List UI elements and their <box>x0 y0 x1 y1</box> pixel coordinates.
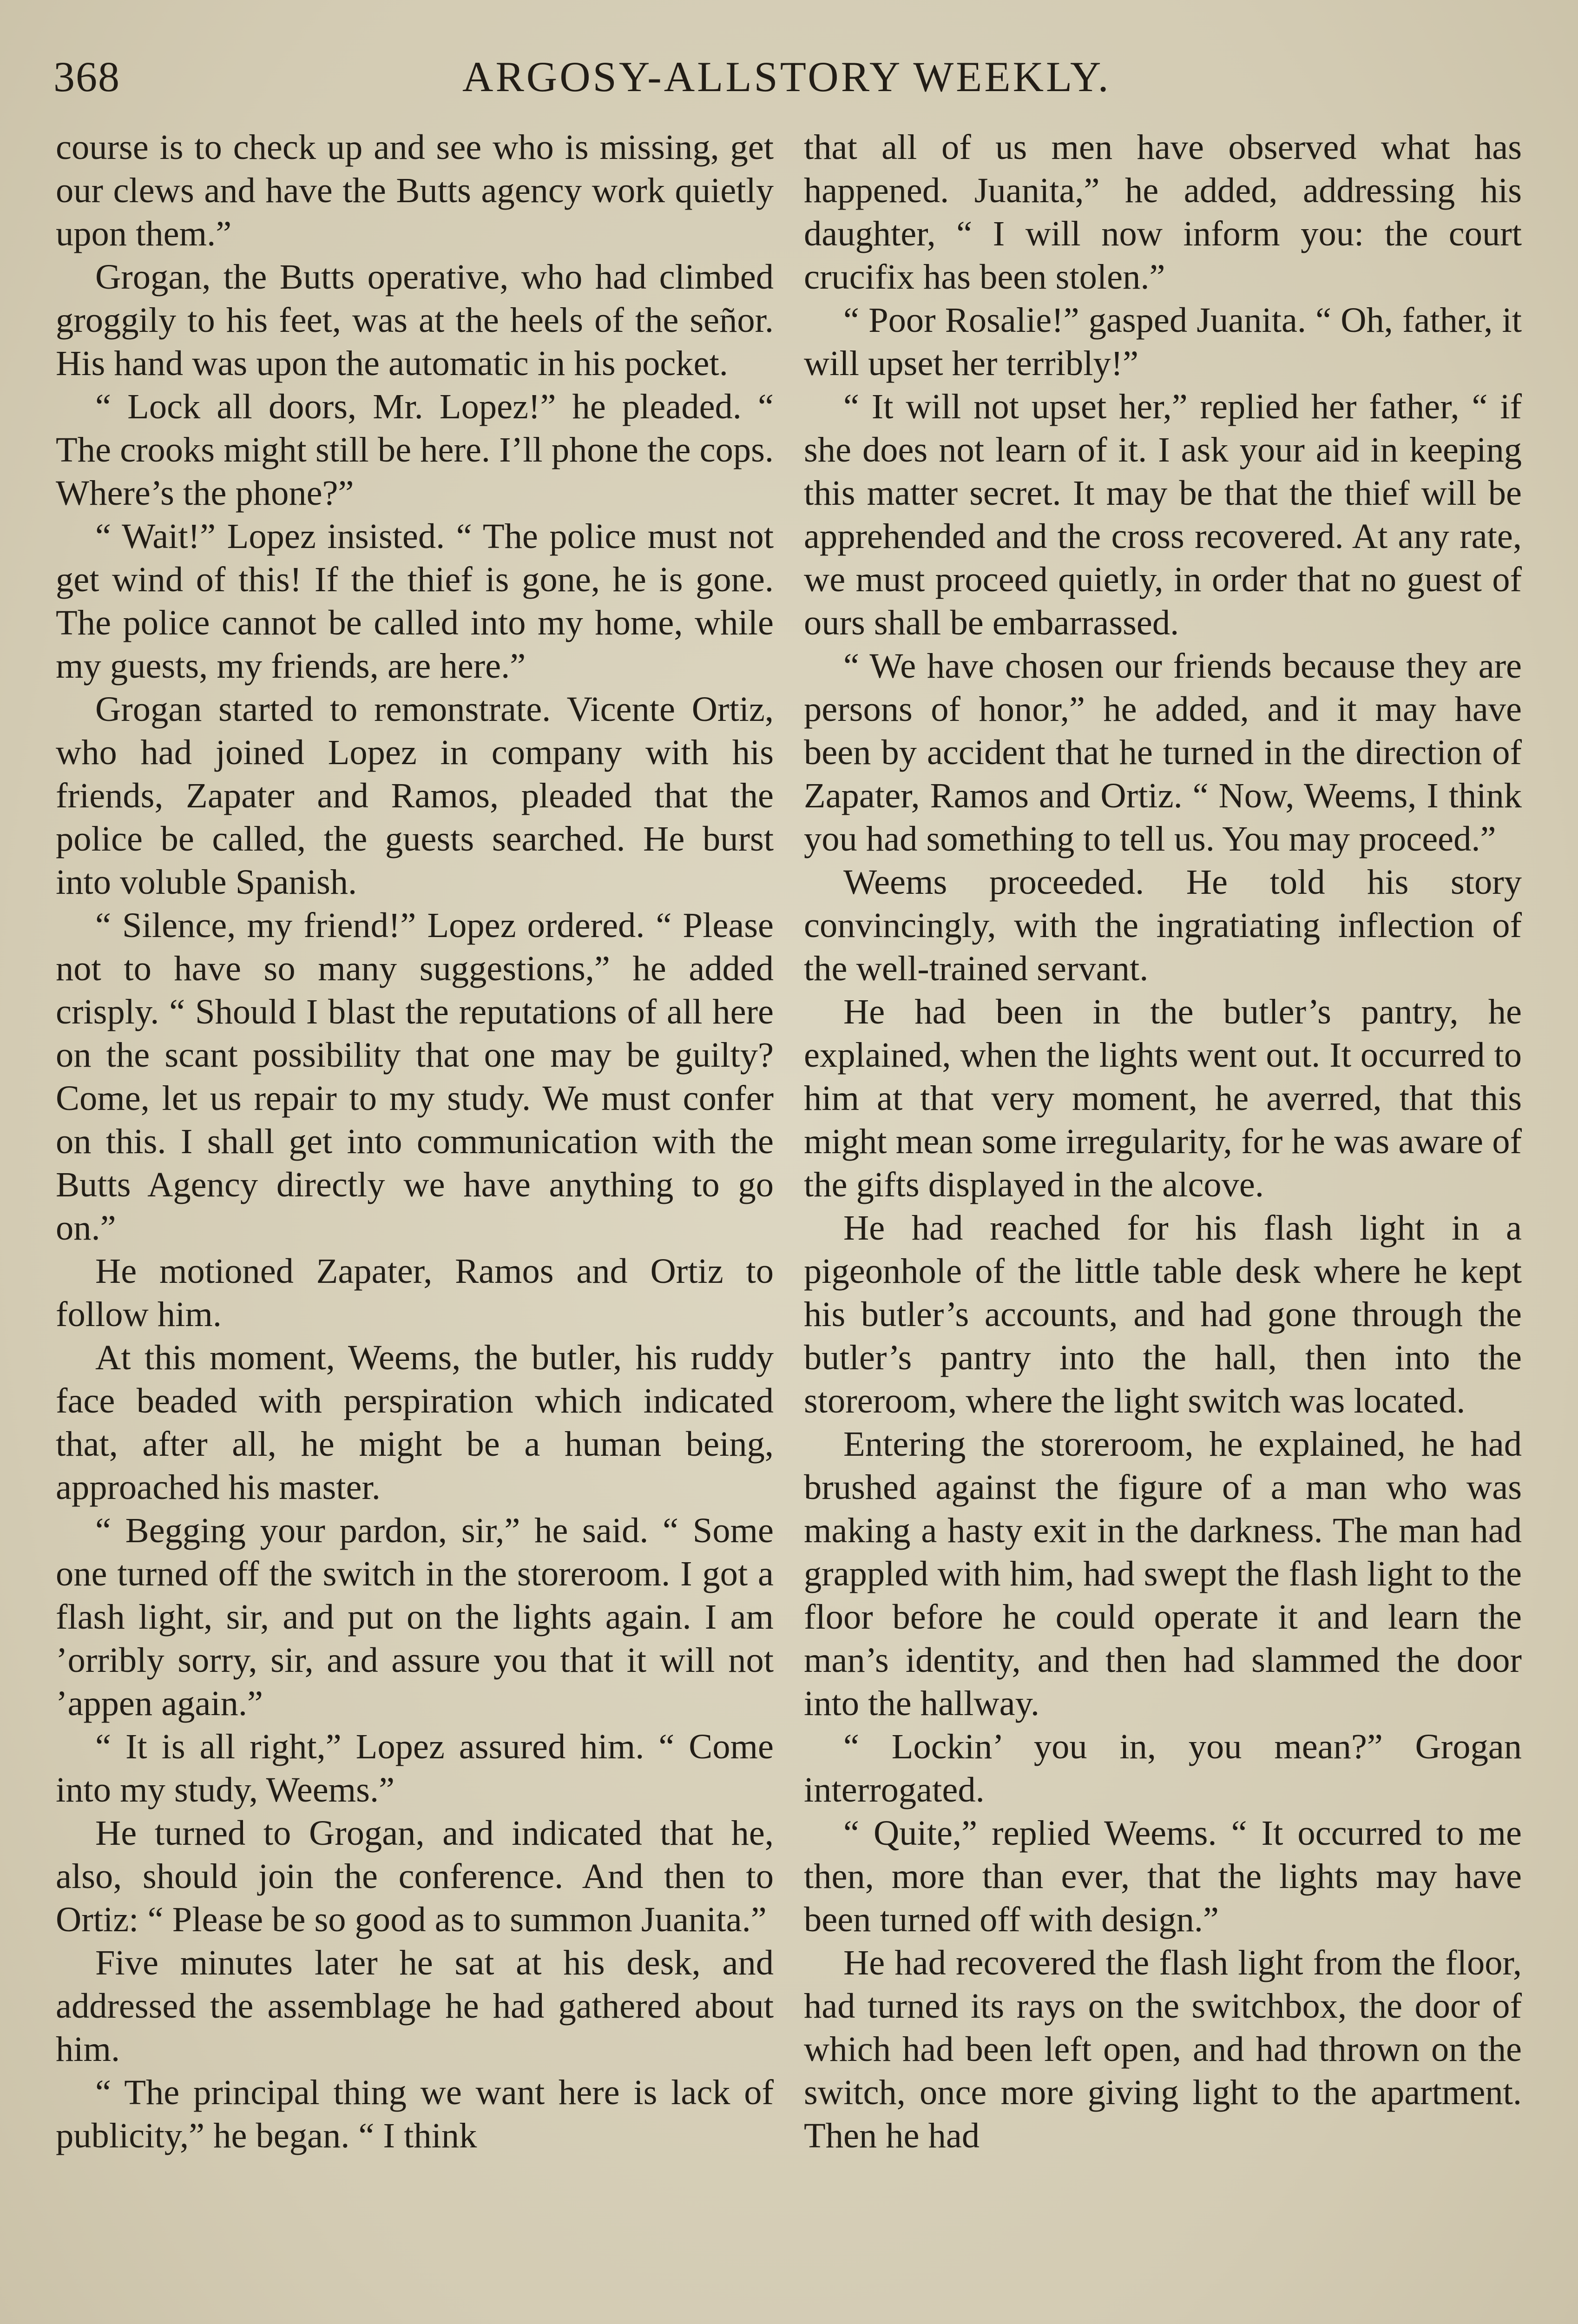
paragraph: “ Silence, my friend!” Lopez ordered. “ Please not to have so many suggestions,” he added crisply. “ Should I blast the reputations of all here on the scant possibility that one may be guilty? Come, let us repair to my study. We must confer on this. I shall get into communication with the Butts Agency directly we have anything to go on.” <box>56 905 774 1248</box>
paragraph: Grogan started to remonstrate. Vicente Ortiz, who had joined Lopez in company with his friends, Zapater and Ramos, pleaded that the police be called, the guests searched. He burst into voluble Spanish. <box>56 689 774 902</box>
paragraph: He turned to Grogan, and indicated that he, also, should join the conference. And then to Ortiz: “ Please be so good as to summon Juanita.” <box>56 1813 774 1939</box>
running-head: ARGOSY-ALLSTORY WEEKLY. <box>462 53 1111 100</box>
paragraph: course is to check up and see who is missing, get our clews and have the Butts agency work quietly upon them.” <box>56 127 774 253</box>
paragraph: “ The principal thing we want here is lack of publicity,” he began. “ I think <box>56 2073 774 2155</box>
paragraph: “ Poor Rosalie!” gasped Juanita. “ Oh, father, it will upset her terribly!” <box>804 300 1522 383</box>
page-header <box>53 44 1517 109</box>
paragraph: He had recovered the flash light from the floor, had turned its rays on the switchbox, the door of which had been left open, and had thrown on the switch, once more giving light to the apartment. Then he had <box>804 1943 1522 2155</box>
paragraph: Grogan, the Butts operative, who had climbed groggily to his feet, was at the heels of the señor. His hand was upon the automatic in his pocket. <box>56 257 774 383</box>
paragraph: “ It will not upset her,” replied her father, “ if she does not learn of it. I ask your aid in keeping this matter secret. It may be that the thief will be apprehended and the cross recovered. At any rate, we must proceed quietly, in order that no guest of ours shall be embarrassed. <box>804 387 1522 642</box>
right-column <box>804 125 1522 2157</box>
paragraph: He had been in the butler’s pantry, he explained, when the lights went out. It occurred to him at that very moment, he averred, that this might mean some irregularity, for he was aware of the gifts displayed in the alcove. <box>804 992 1522 1204</box>
paragraph: “ Begging your pardon, sir,” he said. “ Some one turned off the switch in the storeroom. I got a flash light, sir, and put on the lights again. I am ’orribly sorry, sir, and assure you that it will not ’appen again.” <box>56 1511 774 1723</box>
paragraph: He motioned Zapater, Ramos and Ortiz to follow him. <box>56 1251 774 1334</box>
paragraph: “ Lockin’ you in, you mean?” Grogan interrogated. <box>804 1727 1522 1809</box>
paragraph: that all of us men have observed what has happened. Juanita,” he added, addressing his daughter, “ I will now inform you: the court crucifix has been stolen.” <box>804 127 1522 297</box>
paragraph: He had reached for his flash light in a pigeonhole of the little table desk where he kept his butler’s accounts, and had gone through the butler’s pantry into the hall, then into the storeroom, where the light switch was located. <box>804 1208 1522 1420</box>
paragraph: “ Lock all doors, Mr. Lopez!” he pleaded. “ The crooks might still be here. I’ll phone the cops. Where’s the phone?” <box>56 387 774 513</box>
paragraph: “ We have chosen our friends because they are persons of honor,” he added, and it may have been by accident that he turned in the direction of Zapater, Ramos and Ortiz. “ Now, Weems, I think you had something to tell us. You may proceed.” <box>804 646 1522 858</box>
paragraph: At this moment, Weems, the butler, his ruddy face beaded with perspiration which indicated that, after all, he might be a human being, approached his master. <box>56 1338 774 1507</box>
paragraph: “ It is all right,” Lopez assured him. “ Come into my study, Weems.” <box>56 1727 774 1809</box>
paragraph: Five minutes later he sat at his desk, and addressed the assemblage he had gathered about him. <box>56 1943 774 2069</box>
paragraph: Weems proceeded. He told his story convincingly, with the ingratiating inflection of the well-trained servant. <box>804 862 1522 988</box>
paragraph: “ Wait!” Lopez insisted. “ The police must not get wind of this! If the thief is gone, he is gone. The police cannot be called into my home, while my guests, my friends, are here.” <box>56 516 774 686</box>
paragraph: Entering the storeroom, he explained, he had brushed against the figure of a man who was making a hasty exit in the darkness. The man had grappled with him, had swept the flash light to the floor before he could operate it and learn the man’s identity, and then had slammed the door into the hallway. <box>804 1424 1522 1723</box>
left-column <box>56 125 774 2157</box>
paragraph: “ Quite,” replied Weems. “ It occurred to me then, more than ever, that the lights may have been turned off with design.” <box>804 1813 1522 1939</box>
page-number: 368 <box>53 53 120 100</box>
